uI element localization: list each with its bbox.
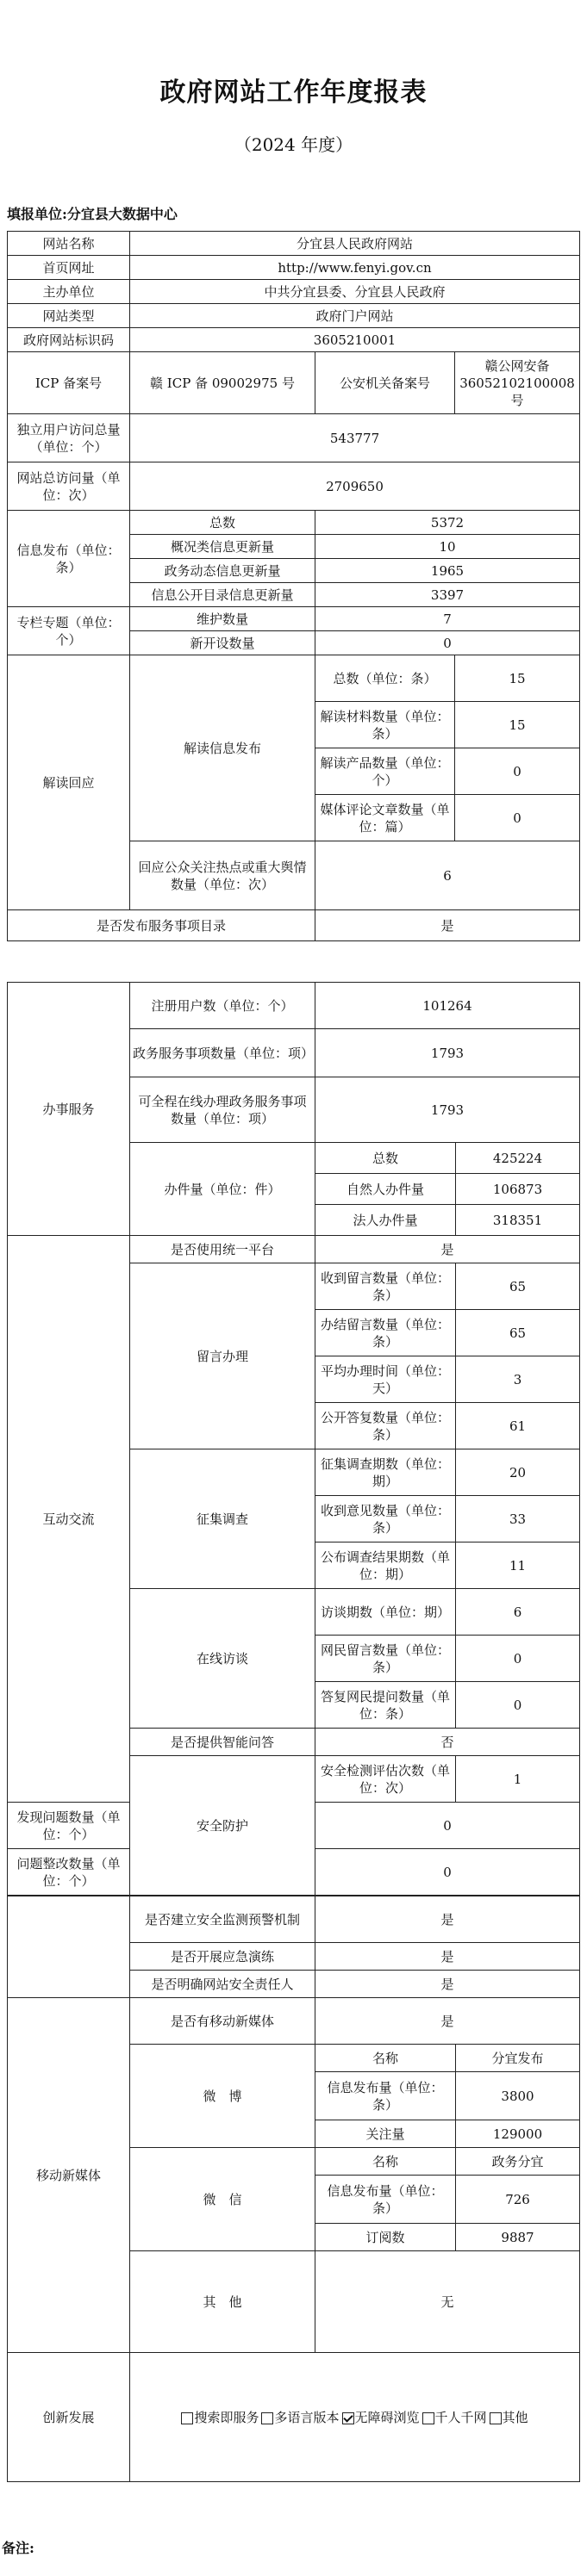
public-label: 公开答复数量（单位：条） [315,1403,456,1449]
found-label: 发现问题数量（单位：个） [8,1803,130,1849]
interact-label: 互动交流 [8,1236,130,1803]
wx-name: 政务分宜 [456,2148,580,2176]
wb-name: 分宜发布 [456,2045,580,2072]
overview-label: 概况类信息更新量 [130,535,315,559]
home-label: 首页网址 [8,256,130,280]
answer-value: 0 [456,1682,580,1729]
wx-sub: 9887 [456,2224,580,2251]
wx-pub: 726 [456,2176,580,2224]
message-label: 留言办理 [130,1263,315,1449]
dynamic-value: 1965 [315,559,580,583]
sponsor-label: 主办单位 [8,280,130,304]
sponsor: 中共分宜县委、分宜县人民政府 [130,280,580,304]
interpret-total: 15 [455,655,580,702]
site-name: 分宜县人民政府网站 [130,232,580,256]
avg-value: 3 [456,1356,580,1403]
fixed-label: 问题整改数量（单位：个） [8,1849,130,1896]
users-label: 注册用户数（单位：个） [130,983,315,1029]
wb-follow: 129000 [456,2120,580,2148]
site-type: 政府门户网站 [130,304,580,328]
handled-label: 办件量（单位：件） [130,1143,315,1236]
interview-count-label: 访谈期数（单位：期） [315,1589,456,1636]
handled-total-label: 总数 [315,1143,456,1174]
handled-total: 425224 [456,1143,580,1174]
dynamic-label: 政务动态信息更新量 [130,559,315,583]
detect-label: 安全检测评估次数（单位：次） [315,1756,456,1803]
site-name-label: 网站名称 [8,232,130,256]
interpret-publish-label: 解读信息发布 [130,655,315,841]
other-media-value: 无 [315,2251,580,2353]
report-year: （2024 年度） [234,134,353,155]
innovation-label: 创新发展 [8,2353,130,2482]
detect-value: 1 [456,1756,580,1803]
product-value: 0 [455,748,580,795]
checkbox-icon [422,2412,434,2424]
natural-label: 自然人办件量 [315,1174,456,1205]
interpret-total-label: 总数（单位：条） [315,655,455,702]
settled-value: 65 [456,1310,580,1356]
maintain-label: 维护数量 [130,607,315,631]
service-dir-label: 是否发布服务事项目录 [8,910,315,941]
report-table-security-media [7,1896,580,2482]
items-value: 1793 [315,1029,580,1077]
footer-note: 备注: [2,2540,34,2556]
drill-label: 是否开展应急演练 [130,1943,315,1971]
security-label: 安全防护 [130,1756,315,1896]
answer-label: 答复网民提问数量（单位：条） [315,1682,456,1729]
new-column-value: 0 [315,631,580,655]
media-label: 媒体评论文章数量（单位：篇） [315,795,455,841]
checkbox-icon [261,2412,273,2424]
resp-value: 是 [315,1971,580,1998]
pv-value: 2709650 [130,462,580,511]
smart-value: 否 [315,1729,580,1756]
overview-value: 10 [315,535,580,559]
smart-label: 是否提供智能问答 [130,1729,315,1756]
report-table-basic [7,231,580,941]
users-value: 101264 [315,983,580,1029]
wb-pub: 3800 [456,2072,580,2120]
pv-label: 网站总访问量（单位：次） [8,462,130,511]
fixed-value: 0 [315,1849,580,1896]
platform-label: 是否使用统一平台 [130,1236,315,1263]
other-media-label: 其 他 [130,2251,315,2353]
interpret-label: 解读回应 [8,655,130,910]
publish-label: 信息发布（单位：条） [8,511,130,607]
has-mobile-value: 是 [315,1998,580,2045]
security-extra-cell [8,1896,130,1998]
opinion-value: 33 [456,1496,580,1542]
items-label: 政务服务事项数量（单位：项） [130,1029,315,1077]
service-label: 办事服务 [8,983,130,1236]
uv-value: 543777 [130,414,580,462]
has-mobile-label: 是否有移动新媒体 [130,1998,315,2045]
open-label: 信息公开目录信息更新量 [130,583,315,607]
code-label: 政府网站标识码 [8,328,130,352]
mobile-label: 移动新媒体 [8,1998,130,2353]
respond-value: 6 [315,841,580,910]
wechat-label: 微 信 [130,2148,315,2251]
wb-follow-label: 关注量 [315,2120,456,2148]
weibo-label: 微 博 [130,2045,315,2148]
monitor-label: 是否建立安全监测预警机制 [130,1896,315,1943]
type-label: 网站类型 [8,304,130,328]
icp-label: ICP 备案号 [8,352,130,414]
option-other[interactable]: 其他 [490,2409,528,2426]
survey-count-label: 征集调查期数（单位：期） [315,1449,456,1496]
material-label: 解读材料数量（单位：条） [315,702,455,748]
uv-label: 独立用户访问总量（单位：个） [8,414,130,462]
natural-value: 106873 [456,1174,580,1205]
publish-total: 5372 [315,511,580,535]
netizen-label: 网民留言数量（单位：条） [315,1636,456,1682]
netizen-value: 0 [456,1636,580,1682]
result-value: 11 [456,1542,580,1589]
checkbox-icon [181,2412,193,2424]
interview-label: 在线访谈 [130,1589,315,1729]
option-personalized[interactable]: 千人千网 [422,2409,487,2426]
online-label: 可全程在线办理政务服务事项数量（单位：项） [130,1077,315,1143]
column-label: 专栏专题（单位：个） [8,607,130,655]
option-multilingual[interactable]: 多语言版本 [261,2409,339,2426]
wb-name-label: 名称 [315,2045,456,2072]
drill-value: 是 [315,1943,580,1971]
maintain-value: 7 [315,607,580,631]
filler-unit: 填报单位:分宜县大数据中心 [7,206,178,222]
option-search-service[interactable]: 搜索即服务 [181,2409,259,2426]
survey-label: 征集调查 [130,1449,315,1589]
icp-value: 赣 ICP 备 09002975 号 [130,352,315,414]
settled-label: 办结留言数量（单位：条） [315,1310,456,1356]
avg-label: 平均办理时间（单位：天） [315,1356,456,1403]
legal-value: 318351 [456,1205,580,1236]
police-label: 公安机关备案号 [315,352,455,414]
checkbox-icon [490,2412,502,2424]
interview-count: 6 [456,1589,580,1636]
legal-label: 法人办件量 [315,1205,456,1236]
online-value: 1793 [315,1077,580,1143]
report-table-service [7,982,580,1896]
wx-pub-label: 信息发布量（单位：条） [315,2176,456,2224]
new-column-label: 新开设数量 [130,631,315,655]
publish-total-label: 总数 [130,511,315,535]
respond-label: 回应公众关注热点或重大舆情数量（单位：次） [130,841,315,910]
received-value: 65 [456,1263,580,1310]
received-label: 收到留言数量（单位：条） [315,1263,456,1310]
resp-label: 是否明确网站安全责任人 [130,1971,315,1998]
option-accessibility[interactable]: 无障碍浏览 [342,2409,420,2426]
innovation-options [130,2353,580,2482]
police-value: 赣公网安备 36052102100008 号 [455,352,580,414]
result-label: 公布调查结果期数（单位：期） [315,1542,456,1589]
open-value: 3397 [315,583,580,607]
site-code: 3605210001 [130,328,580,352]
found-value: 0 [315,1803,580,1849]
checkbox-checked-icon [342,2412,354,2424]
page-title: 政府网站工作年度报表 [159,78,428,108]
wx-sub-label: 订阅数 [315,2224,456,2251]
media-value: 0 [455,795,580,841]
monitor-value: 是 [315,1896,580,1943]
wb-pub-label: 信息发布量（单位：条） [315,2072,456,2120]
survey-count: 20 [456,1449,580,1496]
opinion-label: 收到意见数量（单位：条） [315,1496,456,1542]
platform-value: 是 [315,1236,580,1263]
home-url[interactable]: http://www.fenyi.gov.cn [130,256,580,280]
public-value: 61 [456,1403,580,1449]
wx-name-label: 名称 [315,2148,456,2176]
product-label: 解读产品数量（单位：个） [315,748,455,795]
service-dir-value: 是 [315,910,580,941]
material-value: 15 [455,702,580,748]
